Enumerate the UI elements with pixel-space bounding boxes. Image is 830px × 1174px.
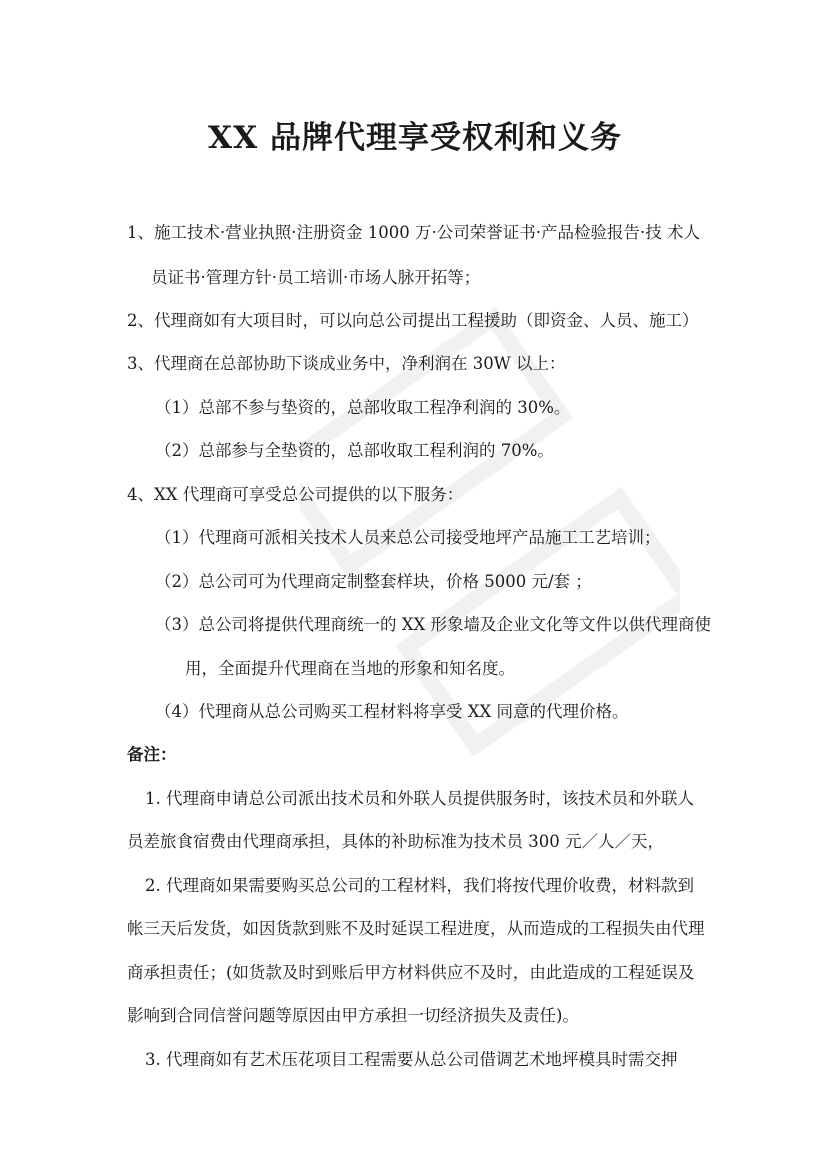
item-4: 4、XX 代理商可享受总公司提供的以下服务：: [127, 485, 464, 504]
note-2-line-3: 商承担责任；(如货款及时到账后甲方材料供应不及时，由此造成的工程延误及: [127, 963, 695, 982]
document-title: XX 品牌代理享受权利和义务: [208, 120, 622, 156]
item-3: 3、代理商在总部协助下谈成业务中，净利润在 30W 以上：: [127, 354, 566, 373]
item-4-sub-4: （4）代理商从总公司购买工程材料将享受 XX 同意的代理价格。: [155, 702, 629, 721]
note-2-line-2: 帐三天后发货，如因货款到账不及时延误工程进度，从而造成的工程损失由代理: [127, 919, 705, 938]
note-1-line-2: 员差旅食宿费由代理商承担，具体的补助标准为技术员 300 元／人／天，: [127, 832, 664, 851]
note-1-line-1: 1. 代理商申请总公司派出技术员和外联人员提供服务时，该技术员和外联人: [145, 789, 694, 808]
item-1-line-2: 员证书·管理方针·员工培训·市场人脉开拓等；: [151, 268, 481, 287]
item-1-line-1: 1、施工技术·营业执照·注册资金 1000 万·公司荣誉证书·产品检验报告·技 术人: [127, 223, 700, 242]
notes-heading: 备注：: [127, 745, 177, 764]
note-3-line-1: 3. 代理商如有艺术压花项目工程需要从总公司借调艺术地坪模具时需交押: [145, 1050, 678, 1069]
item-4-sub-3-line-2: 用，全面提升代理商在当地的形象和知名度。: [185, 659, 515, 678]
item-4-sub-3-line-1: （3）总公司将提供代理商统一的 XX 形象墙及企业文化等文件以供代理商使: [155, 615, 711, 634]
item-4-sub-1: （1）代理商可派相关技术人员来总公司接受地坪产品施工工艺培训；: [155, 528, 661, 547]
item-4-sub-2: （2）总公司可为代理商定制整套样块，价格 5000 元/套 ；: [155, 572, 592, 591]
note-2-line-4: 影响到合同信誉问题等原因由甲方承担一切经济损失及责任)。: [127, 1006, 579, 1025]
item-2: 2、代理商如有大项目时，可以向总公司提出工程援助（即资金、人员、施工）: [127, 311, 699, 330]
item-3-sub-1: （1）总部不参与垫资的，总部收取工程净利润的 30%。: [155, 398, 571, 417]
note-2-line-1: 2. 代理商如果需要购买总公司的工程材料，我们将按代理价收费，材料款到: [145, 876, 694, 895]
item-3-sub-2: （2）总部参与全垫资的，总部收取工程利润的 70%。: [155, 441, 554, 460]
